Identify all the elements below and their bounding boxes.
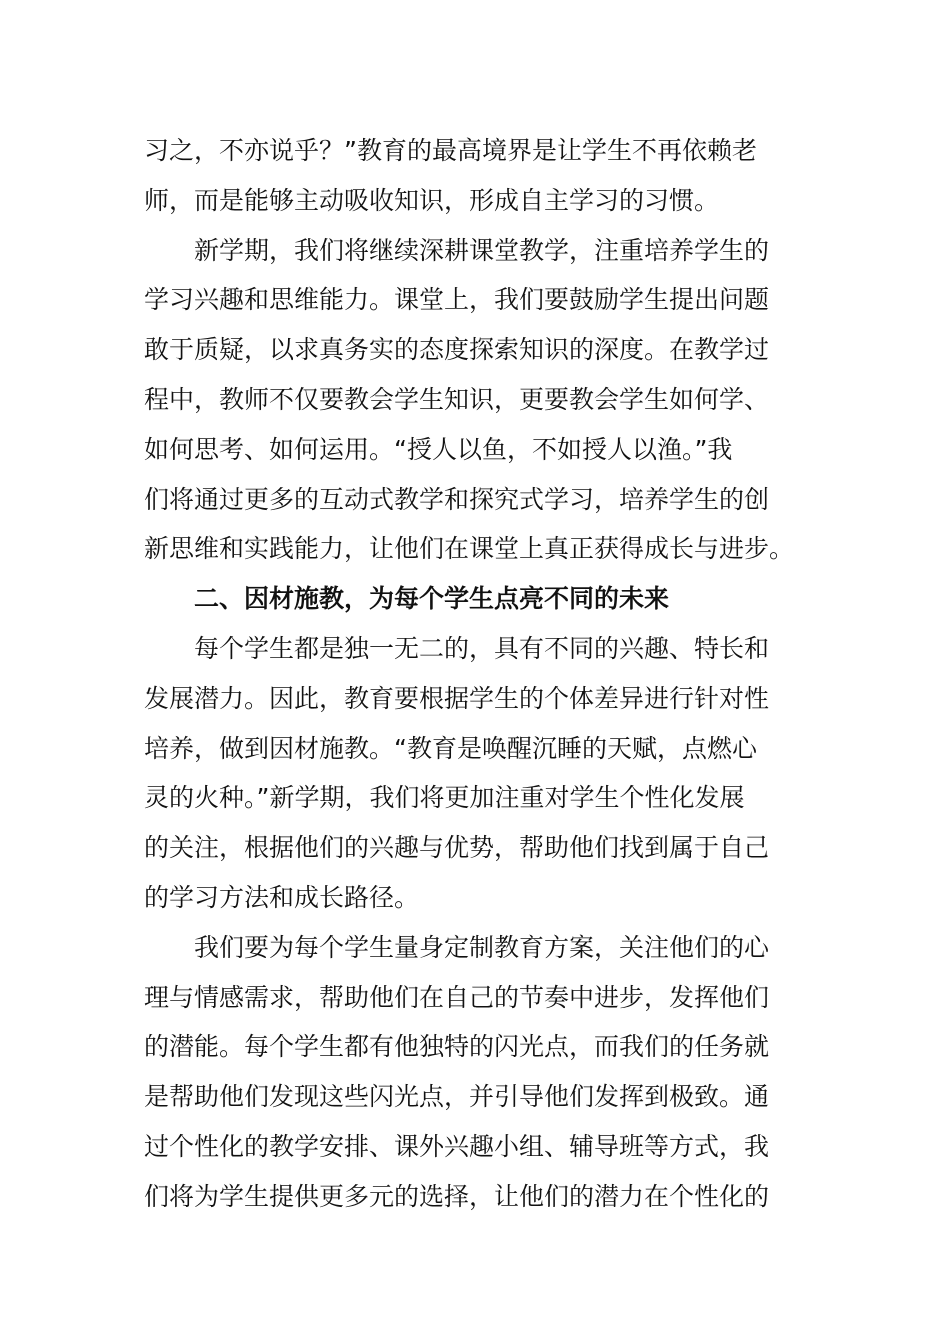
paragraph-line: 每个学生都是独一无二的，具有不同的兴趣、特长和 bbox=[194, 633, 770, 663]
paragraph-line: 师，而是能够主动吸收知识，形成自主学习的习惯。 bbox=[144, 185, 720, 215]
paragraph-line: 习之，不亦说乎？”教育的最高境界是让学生不再依赖老 bbox=[144, 136, 757, 165]
paragraph-line: 学习兴趣和思维能力。课堂上，我们要鼓励学生提出问题 bbox=[144, 285, 770, 315]
paragraph-line: 新学期，我们将继续深耕课堂教学，注重培养学生的 bbox=[194, 235, 770, 265]
paragraph-line: 程中，教师不仅要教会学生知识，更要教会学生如何学、 bbox=[144, 384, 770, 414]
paragraph-line: 是帮助他们发现这些闪光点，并引导他们发挥到极致。通 bbox=[144, 1082, 770, 1112]
paragraph-line: 培养，做到因材施教。“教育是唤醒沉睡的天赋，点燃心 bbox=[144, 733, 757, 763]
paragraph-line: 的潜能。每个学生都有他独特的闪光点，而我们的任务就 bbox=[144, 1032, 770, 1062]
paragraph-line: 的关注，根据他们的兴趣与优势，帮助他们找到属于自己 bbox=[144, 833, 770, 863]
document-body bbox=[144, 126, 814, 1222]
paragraph-line: 的学习方法和成长路径。 bbox=[144, 882, 420, 912]
paragraph-line: 敢于质疑，以求真务实的态度探索知识的深度。在教学过 bbox=[144, 335, 770, 365]
paragraph-line: 我们要为每个学生量身定制教育方案，关注他们的心 bbox=[194, 932, 770, 962]
paragraph-line: 们将通过更多的互动式教学和探究式学习，培养学生的创 bbox=[144, 484, 770, 514]
paragraph-line: 过个性化的教学安排、课外兴趣小组、辅导班等方式，我 bbox=[144, 1131, 770, 1161]
paragraph-line: 灵的火种。”新学期，我们将更加注重对学生个性化发展 bbox=[144, 783, 745, 813]
paragraph-line: 新思维和实践能力，让他们在课堂上真正获得成长与进步。 bbox=[144, 534, 795, 564]
paragraph-line: 们将为学生提供更多元的选择，让他们的潜力在个性化的 bbox=[144, 1181, 770, 1211]
paragraph-line: 发展潜力。因此，教育要根据学生的个体差异进行针对性 bbox=[144, 683, 770, 713]
paragraph-line: 理与情感需求，帮助他们在自己的节奏中进步，发挥他们 bbox=[144, 982, 770, 1012]
section-heading: 二、因材施教，为每个学生点亮不同的未来 bbox=[194, 584, 670, 614]
paragraph-line: 如何思考、如何运用。“授人以鱼，不如授人以渔。”我 bbox=[144, 434, 733, 464]
